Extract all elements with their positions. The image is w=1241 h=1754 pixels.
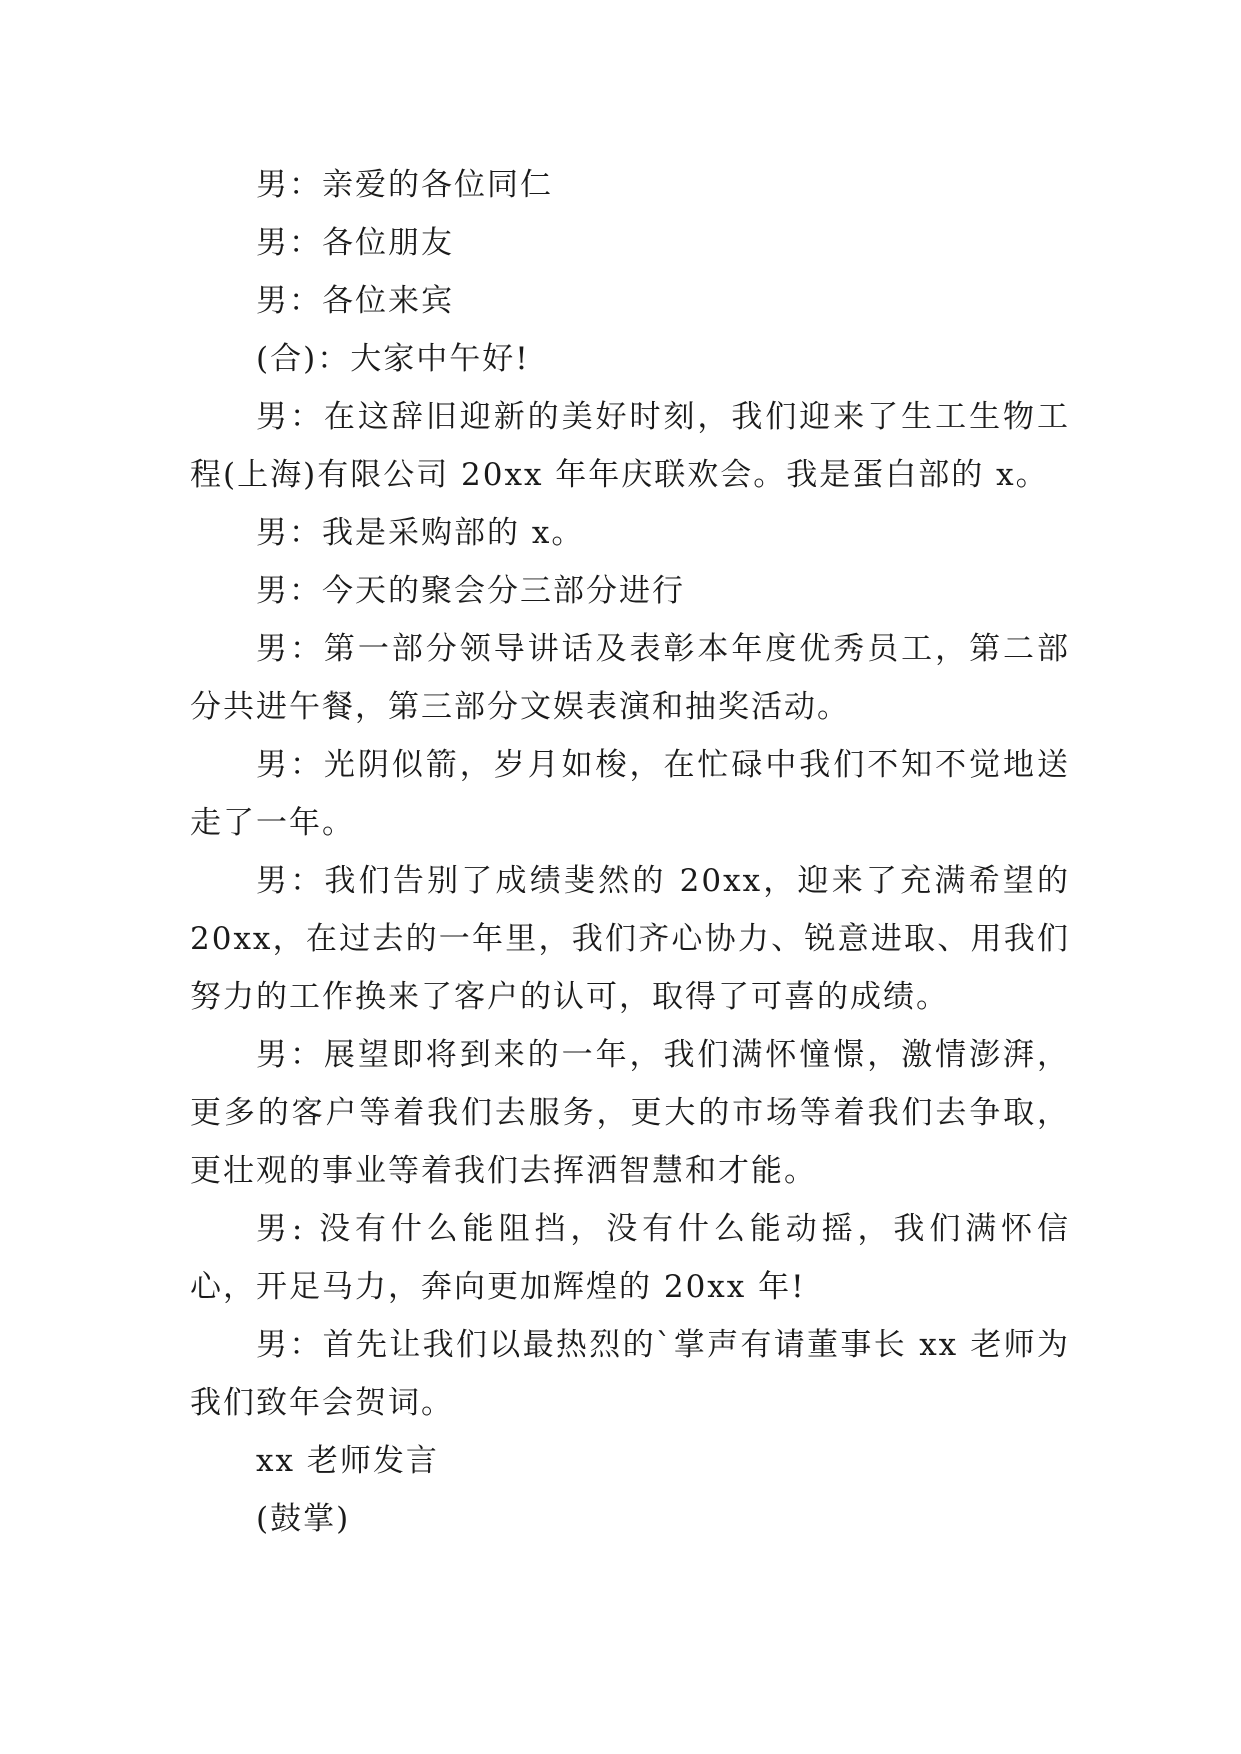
paragraph: 男：各位来宾 <box>256 283 454 319</box>
document-body <box>190 156 1070 1548</box>
paragraph: 男：展望即将到来的一年，我们满怀憧憬，激情澎湃，更多的客户等着我们去服务，更大的市场等着我们去争取，更壮观的事业等着我们去挥洒智慧和才能。 <box>190 1037 1070 1189</box>
paragraph: 男：光阴似箭，岁月如梭，在忙碌中我们不知不觉地送走了一年。 <box>190 747 1070 841</box>
paragraph: (合)：大家中午好! <box>256 341 530 377</box>
paragraph: 男：今天的聚会分三部分进行 <box>256 573 685 609</box>
paragraph: 男：我们告别了成绩斐然的 20xx，迎来了充满希望的 20xx，在过去的一年里，我们齐心协力、锐意进取、用我们努力的工作换来了客户的认可，取得了可喜的成绩。 <box>190 863 1070 1015</box>
paragraph: xx 老师发言 <box>256 1443 439 1479</box>
paragraph: 男: 没有什么能阻挡，没有什么能动摇，我们满怀信心，开足马力，奔向更加辉煌的 20xx 年! <box>190 1211 1070 1305</box>
paragraph: 男：各位朋友 <box>256 225 454 261</box>
paragraph: 男：在这辞旧迎新的美好时刻，我们迎来了生工生物工程(上海)有限公司 20xx 年年庆联欢会。我是蛋白部的 x。 <box>190 399 1070 493</box>
paragraph: 男：我是采购部的 x。 <box>256 515 585 551</box>
paragraph: 男：第一部分领导讲话及表彰本年度优秀员工，第二部分共进午餐，第三部分文娱表演和抽奖活动。 <box>190 631 1070 725</box>
paragraph: 男：亲爱的各位同仁 <box>256 167 553 203</box>
paragraph: (鼓掌) <box>256 1501 351 1537</box>
paragraph: 男：首先让我们以最热烈的`掌声有请董事长 xx 老师为我们致年会贺词。 <box>190 1327 1070 1421</box>
